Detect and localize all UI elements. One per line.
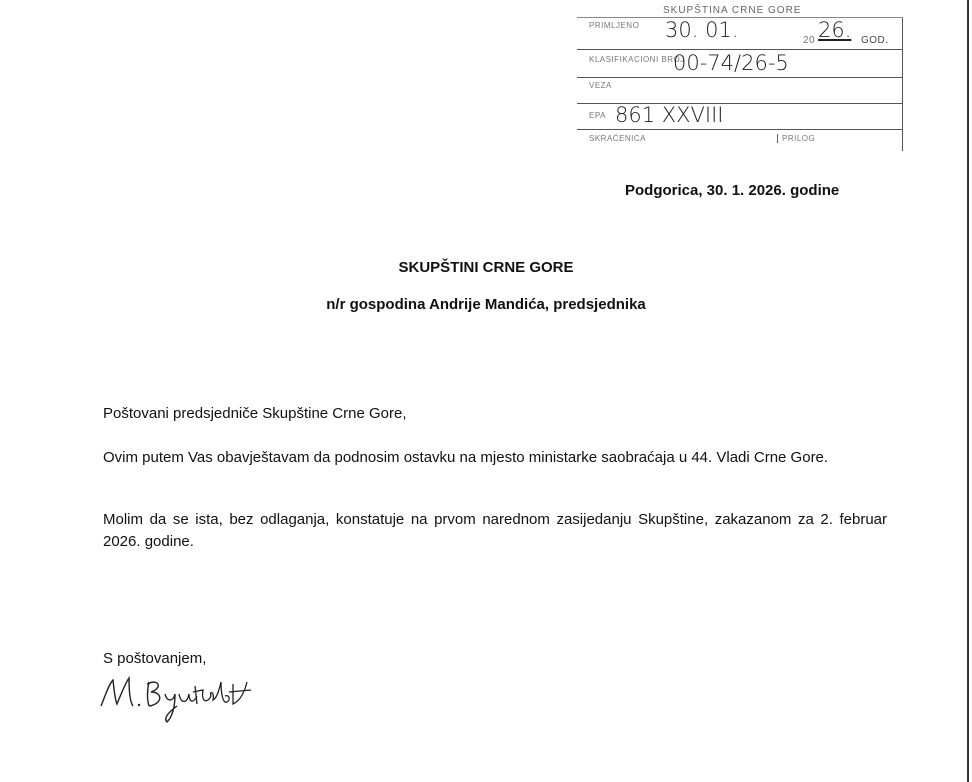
handwritten-signature (97, 672, 267, 732)
recipient: SKUPŠTINI CRNE GORE (398, 259, 574, 276)
stamp-line (577, 49, 903, 50)
stamp-epa-label: EPA (589, 111, 606, 120)
closing: S poštovanjem, (103, 650, 207, 667)
stamp-attachment-label: PRILOG (777, 134, 815, 143)
registry-stamp (575, 5, 903, 153)
stamp-epa-number: 861 XXVIII (615, 103, 724, 127)
stamp-received-label: PRIMLJENO (589, 21, 640, 30)
stamp-link-label: VEZA (589, 81, 612, 90)
stamp-border (902, 17, 904, 151)
stamp-line (577, 17, 903, 18)
stamp-title: SKUPŠTINA CRNE GORE (663, 5, 802, 16)
stamp-class-label: KLASIFIKACIONI BROJ (589, 55, 685, 64)
stamp-date: 30. 01. (665, 18, 739, 42)
place-date: Podgorica, 30. 1. 2026. godine (625, 182, 840, 199)
salutation: Poštovani predsjedniče Skupštine Crne Gore, (103, 405, 407, 422)
stamp-abbr-label: SKRAĆENICA (589, 134, 647, 143)
stamp-year-suffix: GOD. (861, 35, 889, 46)
stamp-class-number: 00-74/26-5 (673, 51, 789, 75)
attention-line: n/r gospodina Andrije Mandića, predsjednika (326, 296, 646, 313)
stamp-year: 26. (818, 18, 852, 42)
stamp-line (577, 77, 903, 78)
body-paragraph: Molim da se ista, bez odlaganja, konstatuje na prvom narednom zasijedanju Skupštine, zakazanom za 2. februar 2026. godine. (103, 511, 887, 550)
page-edge (967, 0, 969, 782)
stamp-year-prefix: 20 (803, 35, 816, 46)
stamp-line (577, 129, 903, 130)
body-paragraph: Ovim putem Vas obavještavam da podnosim ostavku na mjesto ministarke saobraćaja u 44. Vladi Crne Gore. (103, 449, 829, 466)
